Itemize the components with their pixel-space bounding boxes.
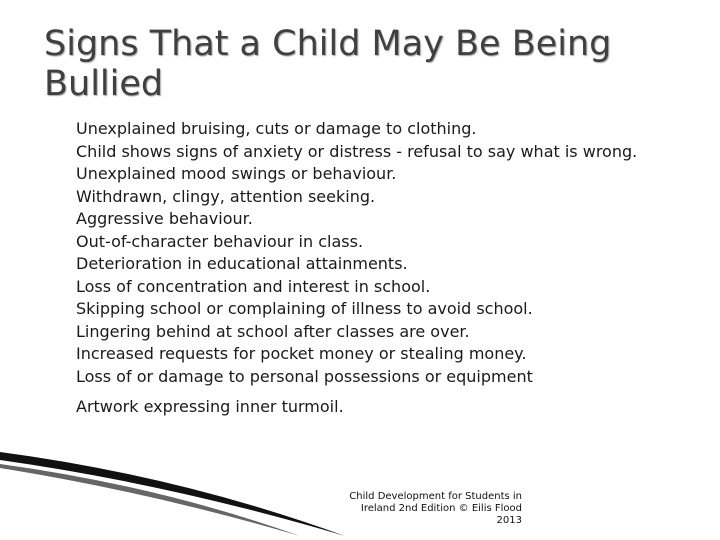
bullet-item: [62, 343, 642, 366]
bullet-item: [62, 321, 642, 344]
bullet-text: Out-of-character behaviour in class.: [76, 231, 364, 251]
footer-line: 2013: [496, 515, 522, 526]
swoosh-thin: [0, 464, 300, 536]
bullet-text: Loss of concentration and interest in school.: [76, 276, 431, 296]
footer-credit: [300, 491, 522, 527]
bullet-text: Skipping school or complaining of illness to avoid school.: [76, 299, 533, 318]
bullet-item: [62, 231, 642, 254]
bullet-text: Unexplained mood swings or behaviour.: [76, 164, 397, 183]
bullet-text: Loss of or damage to personal possessions or equipment: [76, 366, 533, 386]
bullet-item: [62, 118, 642, 141]
bullet-text: Unexplained bruising, cuts or damage to clothing.: [76, 119, 477, 138]
bullet-item: [62, 396, 642, 419]
footer-line: Ireland 2nd Edition © Eilis Flood: [360, 503, 522, 514]
bullet-text: Increased requests for pocket money or stealing money.: [76, 344, 527, 363]
bullet-text: Withdrawn, clingy, attention seeking.: [76, 186, 376, 206]
bullet-item: [62, 186, 642, 209]
bullet-item: [62, 298, 642, 321]
bullet-text: Artwork expressing inner turmoil.: [76, 397, 344, 416]
bullet-text: Child shows signs of anxiety or distress - refusal to say what is wrong.: [76, 141, 638, 161]
bullet-item: [62, 208, 642, 231]
swoosh-main: [0, 452, 345, 536]
slide-title: Signs That a Child May Be Being Bullied: [44, 24, 612, 104]
bullet-item: [62, 276, 642, 299]
bullet-item: [62, 141, 642, 164]
bullet-item: [62, 163, 642, 186]
bullet-item: [62, 366, 642, 389]
bullet-text: Lingering behind at school after classes are over.: [76, 321, 470, 341]
bullet-item: [62, 253, 642, 276]
bullet-text: Aggressive behaviour.: [76, 209, 253, 228]
footer-line: Child Development for Students in: [349, 491, 522, 502]
bullet-text: Deterioration in educational attainments.: [76, 254, 408, 273]
bullet-list: [62, 118, 642, 419]
